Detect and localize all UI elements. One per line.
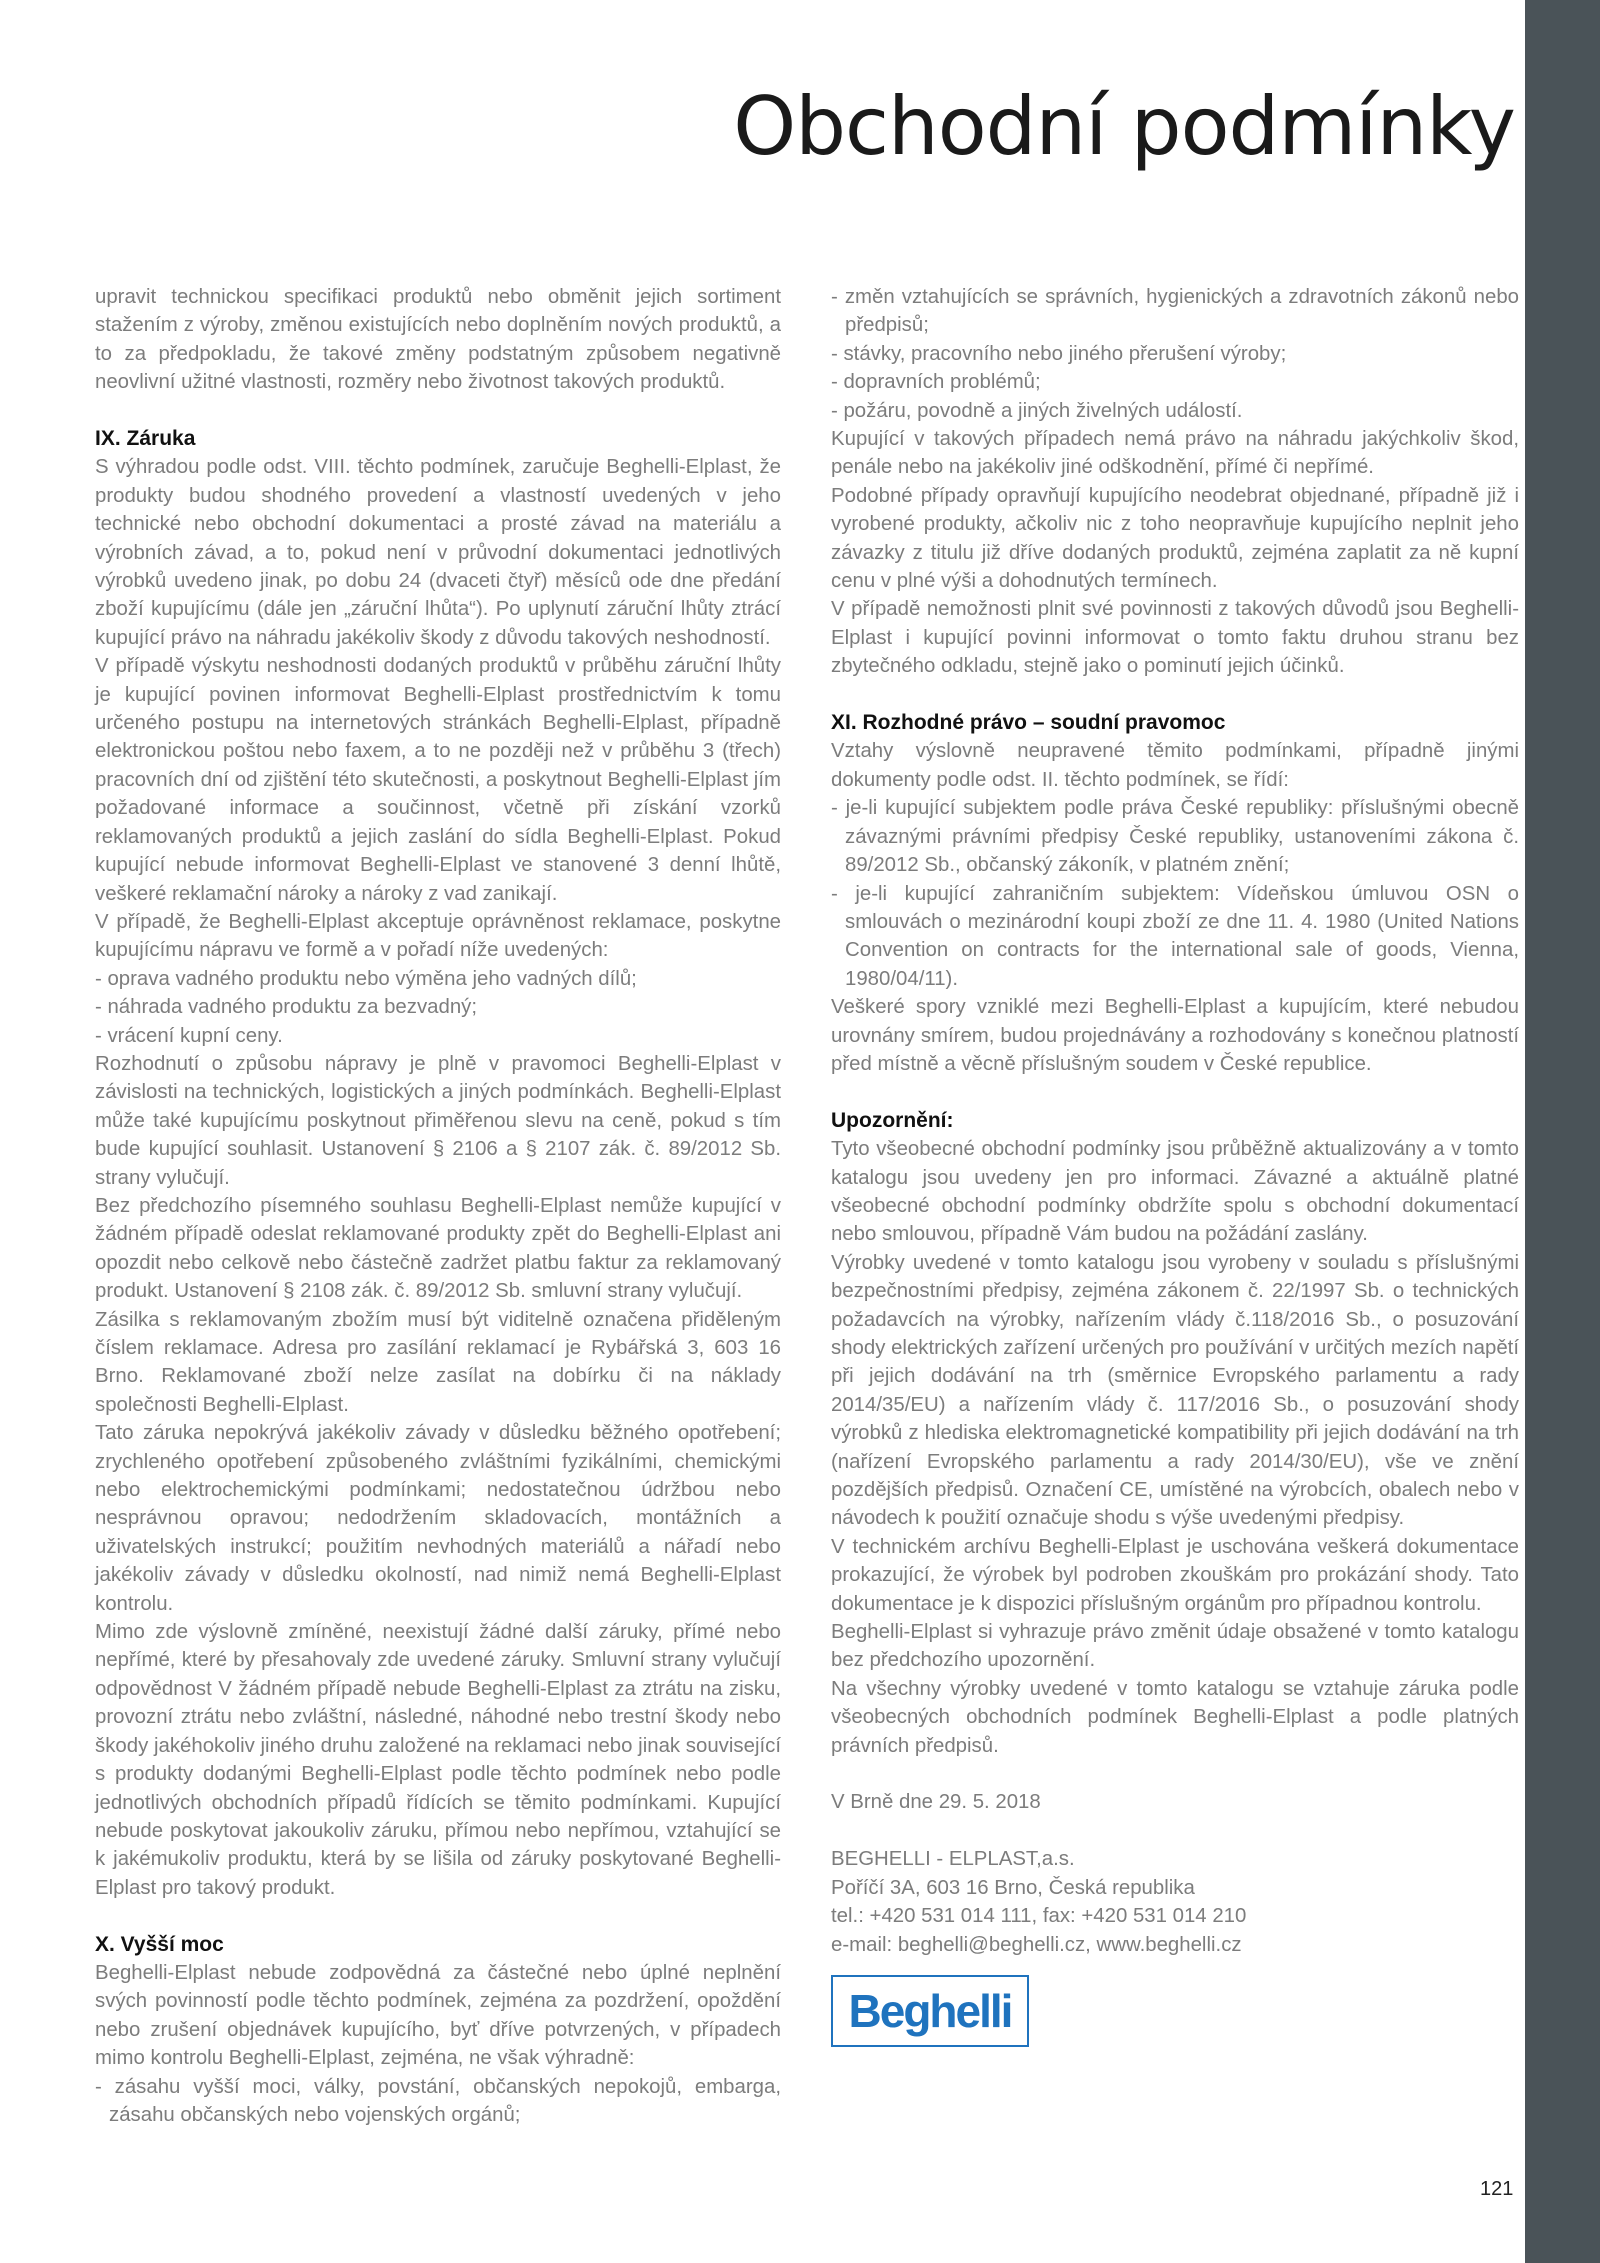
paragraph: Na všechny výrobky uvedené v tomto katalogu se vztahuje záruka podle všeobecných obchodních podmínek Beghelli-Elplast a podle platných právních předpisů. — [831, 1677, 1519, 1757]
paragraph: V technickém archívu Beghelli-Elplast je uschována veškerá dokumentace prokazující, že výrobek byl podroben zkouškám pro prokázání shody. Tato dokumentace je k dispozici příslušným orgánům pro případnou kontrolu. — [831, 1535, 1519, 1615]
list-item: - je-li kupující subjektem podle práva České republiky: příslušnými obecně závaznými právními předpisy České republiky, ustanoveními zákona č. 89/2012 Sb., občanský zákoník, v platném znění; — [831, 797, 1519, 877]
list-item: - požáru, povodně a jiných živelných událostí. — [831, 399, 1243, 422]
section-heading-warranty: IX. Záruka — [95, 427, 196, 451]
paragraph: Beghelli-Elplast si vyhrazuje právo změnit údaje obsažené v tomto katalogu bez předchozího upozornění. — [831, 1621, 1519, 1672]
paragraph: Zásilka s reklamovaným zbožím musí být viditelně označena přiděleným číslem reklamace. Adresa pro zasílání reklamací je Rybářská 3, 603 16 Brno. Reklamované zboží nelze zasílat na dobírku či na náklady společnosti Beghelli-Elplast. — [95, 1308, 781, 1416]
paragraph: S výhradou podle odst. VIII. těchto podmínek, zaručuje Beghelli-Elplast, že produkty budou shodného provedení a vlastností uvedených v jeho technické nebo obchodní dokumentaci a prosté závad na materiálu a výrobních závad, a to, pokud není v průvodní dokumentaci jednotlivých výrobků uvedeno jinak, po dobu 24 (dvaceti čtyř) měsíců ode dne předání zboží kupujícímu (dále jen „záruční lhůta“). Po uplynutí záruční lhůty ztrácí kupující právo na náhradu jakékoliv škody z důvodu takových neshodností. — [95, 456, 781, 649]
paragraph: Rozhodnutí o způsobu nápravy je plně v pravomoci Beghelli-Elplast v závislosti na technických, logistických a jiných podmínkách. Beghelli-Elplast může také kupujícímu poskytnout přiměřenou slevu na ceně, pokud s tím bude kupující souhlasit. Ustanovení § 2106 a § 2107 zák. č. 89/2012 Sb. strany vylučují. — [95, 1052, 781, 1189]
list-item: - změn vztahujících se správních, hygienických a zdravotních zákonů nebo předpisů; — [831, 286, 1519, 337]
paragraph: V případě výskytu neshodnosti dodaných produktů v průběhu záruční lhůty je kupující povinen informovat Beghelli-Elplast prostřednictvím k tomu určeného postupu na internetových stránkách Beghelli-Elplast, případně elektronickou poštou nebo faxem, a to ne později než v průběhu 3 (třech) pracovních dní od zjištění této skutečnosti, a poskytnout Beghelli-Elplast jím požadované informace a součinnost, včetně při získání vzorků reklamovaných produktů a jejich zaslání do sídla Beghelli-Elplast. Pokud kupující nebude informovat Beghelli-Elplast ve stanovené 3 denní lhůtě, veškeré reklamační nároky a nároky z vad zanikají. — [95, 655, 781, 905]
paragraph: V případě nemožnosti plnit své povinnosti z takových důvodů jsou Beghelli-Elplast i kupující povinni informovat o tomto faktu druhou stranu bez zbytečného odkladu, stejně jako o pominutí jejich účinků. — [831, 598, 1519, 678]
list-item: - dopravních problémů; — [831, 371, 1041, 394]
list-item: - zásahu vyšší moci, války, povstání, občanských nepokojů, embarga, zásahu občanských nebo vojenských orgánů; — [95, 2075, 781, 2126]
paragraph: Výrobky uvedené v tomto katalogu jsou vyrobeny v souladu s příslušnými bezpečnostními předpisy, zejména zákonem č. 22/1997 Sb. o technických požadavcích na výrobky, nařízením vlády č.118/2016 Sb., o posuzování shody elektrických zařízení určených pro používání v určitých mezích napětí při jejich dodávání na trh (směrnice Evropského parlamentu a rady 2014/35/EU) a nařízením vlády č. 117/2016 Sb., o posuzování shody výrobků z hlediska elektromagnetické kompatibility při jejich dodávání na trh (nařízení Evropského parlamentu a rady 2014/30/EU), vše ve znění pozdějších předpisů. Označení CE, umístěné na výrobcích, obalech nebo v návodech k použití označuje shodu s výše uvedenými předpisy. — [831, 1251, 1519, 1530]
paragraph: Bez předchozího písemného souhlasu Beghelli-Elplast nemůže kupující v žádném případě odeslat reklamované produkty zpět do Beghelli-Elplast ani opozdit nebo celkově nebo částečně zadržet platbu faktur za reklamovaný produkt. Ustanovení § 2108 zák. č. 89/2012 Sb. smluvní strany vylučují. — [95, 1194, 781, 1303]
list-item: - je-li kupující zahraničním subjektem: Vídeňskou úmluvou OSN o smlouvách o mezinárodní koupi zboží ze dne 11. 4. 1980 (United Nations Convention on contracts for the international sale of goods, Vienna, 1980/04/11). — [831, 882, 1519, 990]
right-column — [831, 283, 1519, 2047]
paragraph: Mimo zde výslovně zmíněné, neexistují žádné další záruky, přímé nebo nepřímé, které by přesahovaly zde uvedené záruky. Smluvní strany vylučují odpovědnost V žádném případě nebude Beghelli-Elplast za ztrátu na zisku, provozní ztrátu nebo zvláštní, následné, náhodné nebo trestní škody nebo škody jakéhokoliv jiného druhu založené na reklamaci nebo jinak související s produkty dodanými Beghelli-Elplast podle těchto podmínek nebo podle jednotlivých obchodních případů řídících se těmito podmínkami. Kupující nebude poskytovat jakoukoliv záruku, přímou nebo nepřímou, vztahující se k jakémukoliv produktu, která by se lišila od záruky poskytované Beghelli-Elplast pro takový produkt. — [95, 1621, 781, 1899]
company-phone: tel.: +420 531 014 111, fax: +420 531 014 210 — [831, 1905, 1247, 1928]
paragraph: Tato záruka nepokrývá jakékoliv závady v důsledku běžného opotřebení; zrychleného opotřebení způsobeného zvláštními fyzikálními, chemickými nebo elektrochemickými podmínkami; nedostatečnou údržbou nebo nesprávnou opravou; nedodržením skladovacích, montážních a uživatelských instrukcí; použitím nevhodných materiálů a nářadí nebo jakékoliv závady v důsledku okolností, nad nimiž nemá Beghelli-Elplast kontrolu. — [95, 1422, 781, 1615]
paragraph: Beghelli-Elplast nebude zodpovědná za částečné nebo úplné neplnění svých povinností podle těchto podmínek, zejména za pozdržení, opoždění nebo zrušení objednávek kupujícího, byť dříve potvrzených, v případech mimo kontrolu Beghelli-Elplast, zejména, ne však výhradně: — [95, 1961, 781, 2070]
paragraph: Veškeré spory vzniklé mezi Beghelli-Elplast a kupujícím, které nebudou urovnány smírem, budou projednávány a rozhodovány s konečnou platností před místně a věcně příslušným soudem v České republice. — [831, 996, 1519, 1075]
page-title: Obchodní podmínky — [733, 80, 1515, 173]
paragraph: Vztahy výslovně neupravené těmito podmínkami, případně jinými dokumenty podle odst. II. těchto podmínek, se řídí: — [831, 740, 1519, 791]
list-item: - stávky, pracovního nebo jiného přerušení výroby; — [831, 342, 1287, 365]
beghelli-logo — [831, 1975, 1029, 2047]
list-item: - náhrada vadného produktu za bezvadný; — [95, 996, 478, 1019]
date-line: V Brně dne 29. 5. 2018 — [831, 1791, 1041, 1814]
section-heading-governing-law: XI. Rozhodné právo – soudní pravomoc — [831, 711, 1226, 735]
paragraph: Kupující v takových případech nemá právo na náhradu jakýchkoliv škod, penále nebo na jakékoliv jiné odškodnění, přímé či nepřímé. — [831, 428, 1519, 479]
section-heading-force-majeure: X. Vyšší moc — [95, 1932, 224, 1956]
company-address: Poříčí 3A, 603 16 Brno, Česká republika — [831, 1876, 1195, 1899]
side-bar — [1525, 0, 1600, 2263]
logo-text: Beghelli — [848, 1984, 1012, 2037]
company-name: BEGHELLI - ELPLAST,a.s. — [831, 1848, 1075, 1871]
list-item: - vrácení kupní ceny. — [95, 1024, 283, 1047]
section-heading-notice: Upozornění: — [831, 1108, 954, 1132]
paragraph: Podobné případy opravňují kupujícího neodebrat objednané, případně již i vyrobené produkty, ačkoliv nic z toho neopravňuje kupujícího neplnit jeho závazky z titulu již dříve dodaných produktů, zejména zaplatit za ně kupní cenu v plné výši a dohodnutých termínech. — [831, 484, 1519, 593]
list-item: - oprava vadného produktu nebo výměna jeho vadných dílů; — [95, 967, 637, 990]
paragraph: Tyto všeobecné obchodní podmínky jsou průběžně aktualizovány a v tomto katalogu jsou uvedeny jen pro informaci. Závazné a aktuálně platné všeobecné obchodní podmínky obdržíte spolu s obchodní dokumentací nebo smlouvou, případně Vám budou na požádání zaslány. — [831, 1138, 1519, 1246]
paragraph: V případě, že Beghelli-Elplast akceptuje oprávněnost reklamace, poskytne kupujícímu nápravu ve formě a v pořadí níže uvedených: — [95, 910, 781, 962]
intro-paragraph: upravit technickou specifikaci produktů nebo obměnit jejich sortiment stažením z výroby, změnou existujících nebo doplněním nových produktů, a to za předpokladu, že takové změny podstatným způsobem negativně neovlivní užitné vlastnosti, rozměry nebo životnost takových produktů. — [95, 286, 781, 394]
page-number: 121 — [1480, 2178, 1514, 2200]
left-column — [95, 283, 781, 2129]
company-email: e-mail: beghelli@beghelli.cz, www.beghelli.cz — [831, 1933, 1242, 1956]
